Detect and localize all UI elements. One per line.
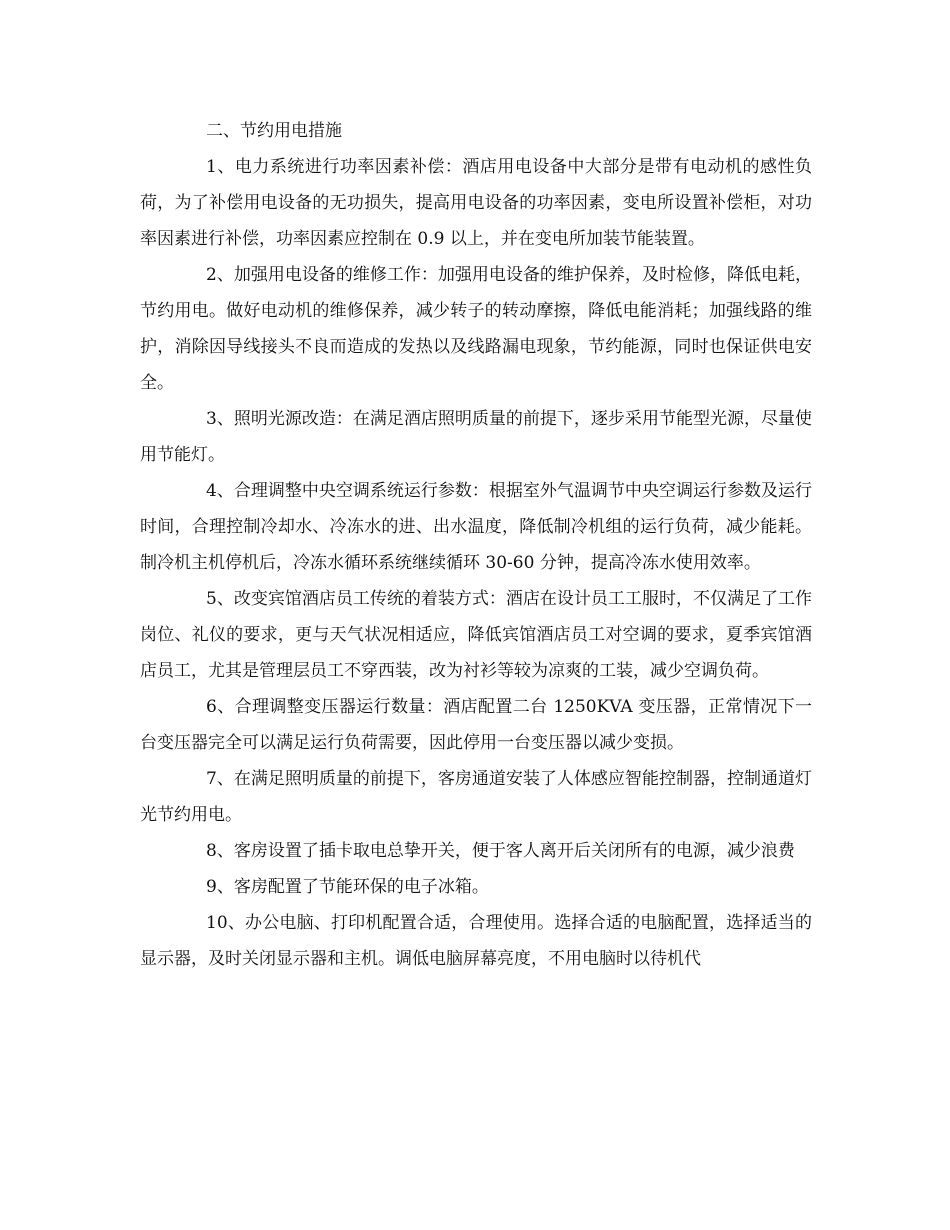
paragraph-1: 1、电力系统进行功率因素补偿：酒店用电设备中大部分是带有电动机的感性负荷，为了补偿用电设备的无功损失，提高用电设备的功率因素，变电所设置补偿柜，对功率因素进行补偿，功率因素应控制在 0.9 以上，并在变电所加装节能装置。 xyxy=(140,157,812,249)
paragraph-6: 6、合理调整变压器运行数量：酒店配置二台 1250KVA 变压器，正常情况下一台变压器完全可以满足运行负荷需要，因此停用一台变压器以减少变损。 xyxy=(140,697,812,753)
document-page xyxy=(140,113,812,977)
paragraph-5: 5、改变宾馆酒店员工传统的着装方式：酒店在设计员工工服时，不仅满足了工作岗位、礼仪的要求，更与天气状况相适应，降低宾馆酒店员工对空调的要求，夏季宾馆酒店员工，尤其是管理层员工不穿西装，改为衬衫等较为凉爽的工装，减少空调负荷。 xyxy=(140,589,812,681)
paragraph-10: 10、办公电脑、打印机配置合适，合理使用。选择合适的电脑配置，选择适当的显示器，及时关闭显示器和主机。调低电脑屏幕亮度，不用电脑时以待机代 xyxy=(140,913,812,969)
section-heading: 二、节约用电措施 xyxy=(206,121,342,141)
paragraph-7: 7、在满足照明质量的前提下，客房通道安装了人体感应智能控制器，控制通道灯光节约用电。 xyxy=(140,769,812,825)
paragraph-3: 3、照明光源改造：在满足酒店照明质量的前提下，逐步采用节能型光源，尽量使用节能灯。 xyxy=(140,409,812,465)
paragraph-9: 9、客房配置了节能环保的电子冰箱。 xyxy=(206,877,489,897)
paragraph-8: 8、客房设置了插卡取电总挚开关，便于客人离开后关闭所有的电源，减少浪费 xyxy=(206,841,795,861)
paragraph-4: 4、合理调整中央空调系统运行参数：根据室外气温调节中央空调运行参数及运行时间，合理控制冷却水、冷冻水的进、出水温度，降低制冷机组的运行负荷，减少能耗。制冷机主机停机后，冷冻水循环系统继续循环 30-60 分钟，提高冷冻水使用效率。 xyxy=(140,481,812,573)
paragraph-2: 2、加强用电设备的维修工作：加强用电设备的维护保养，及时检修，降低电耗，节约用电。做好电动机的维修保养，减少转子的转动摩擦，降低电能消耗；加强线路的维护，消除因导线接头不良而造成的发热以及线路漏电现象，节约能源，同时也保证供电安全。 xyxy=(140,265,812,393)
